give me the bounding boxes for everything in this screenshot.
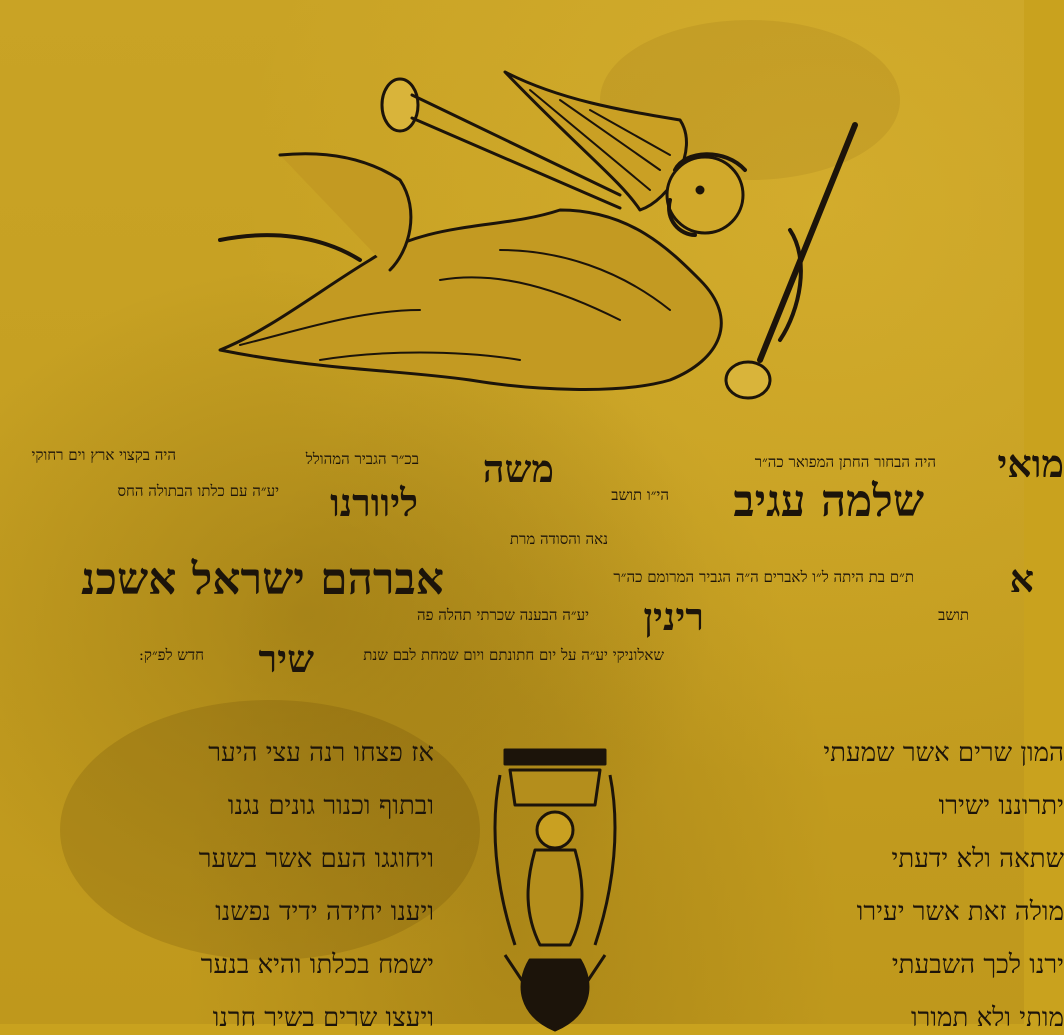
header-text: נאה והסודה מרת (509, 530, 608, 548)
header-text: יע״ה הבענה שכרתי תהלה פה (417, 606, 589, 624)
header-text: חדש לפ״ק: (138, 646, 204, 664)
header-text: ת״ם בת היתה ל״ו לאברים ה״ה הגביר המרומם כה״ר (613, 568, 914, 586)
city-name: ליוורנו (330, 480, 418, 525)
header-text: שאלוניקי יע״ה על יום חתונתם ויום שמחת לבם שנת (363, 646, 664, 664)
header-text: בכ״ר הגביר המהולל (305, 450, 419, 468)
header-edge-text: א (1009, 556, 1034, 601)
poem-line: ובתוף וכנור גונים נגנו (227, 791, 434, 821)
header-text: היה הבחור החתן המפואר כה״ר (754, 453, 936, 471)
groom-name: שלמה עגיב (733, 476, 924, 527)
poem-line: המון שרים אשר שמעתי (823, 738, 1064, 768)
poem-line: ויחוגגו העם אשר בשער (198, 844, 434, 874)
header-edge-text: מואי (997, 441, 1064, 486)
poem-line: אז פצחו רנה עצי היער (208, 738, 434, 768)
header-text: תושב (938, 606, 969, 624)
header-text: הי״ו תושב (611, 486, 669, 504)
family-name: רינין (643, 594, 704, 639)
trumpeting-angel-icon (200, 60, 880, 420)
groom-father-name: משה (482, 446, 554, 491)
year-word: שיר (258, 636, 314, 681)
poem-line: ויעצו שרים בשיר חרנו (212, 1003, 434, 1033)
poem-line: שתאה ולא ידעתי (891, 844, 1064, 874)
bride-father-name: אברהם ישראל אשכנ (81, 554, 444, 605)
poem-line: ויענו יחידה ידיד נפשנו (215, 897, 434, 927)
caryatid-ornament-icon (485, 745, 625, 1035)
header-text: היה בקצוי ארץ וים רחוקי (31, 446, 176, 464)
poem-line: ירנו לכך השבעתי (891, 950, 1064, 980)
poem-line: מולה זאת אשר יעירו (856, 897, 1064, 927)
poem-line: יתרוננו ישירו (938, 791, 1064, 821)
header-text: יע״ה עם כלתו הבתולה החס (117, 482, 279, 500)
poem-line: מותי ולא תמורו (910, 1003, 1064, 1033)
poem-line: ישמח בכלתו והיא בנער (200, 950, 434, 980)
